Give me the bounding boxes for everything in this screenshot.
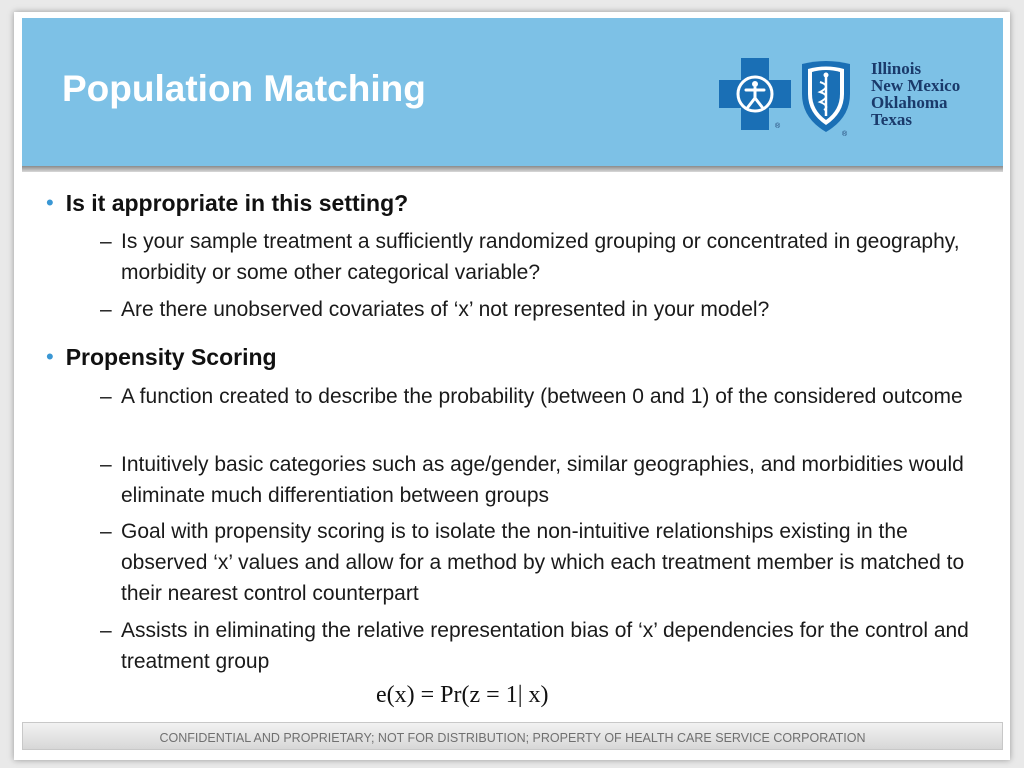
slide-title: Population Matching (62, 68, 426, 109)
blue-shield-logo-icon (798, 58, 854, 138)
bullet-text: Is your sample treatment a sufficiently randomized grouping or concentrated in geography, morbidity or some other categorical variable? (121, 230, 960, 284)
bullet-level2: – Assists in eliminating the relative representation bias of ‘x’ dependencies for the control and treatment group (100, 615, 990, 677)
bullet-text: Is it appropriate in this setting? (65, 190, 409, 216)
bullet-text: Intuitively basic categories such as age/gender, similar geographies, and morbidities would eliminate much differentiation between groups (121, 453, 964, 507)
bullet-text: Goal with propensity scoring is to isolate the non-intuitive relationships existing in the observed ‘x’ values and allow for a method by which each treatment member is matched to their nearest control counterpart (121, 520, 965, 605)
logo-states-text (871, 60, 960, 128)
logo-state: New Mexico (871, 76, 961, 95)
bullet-level2: – Are there unobserved covariates of ‘x’ not represented in your model? (100, 294, 990, 325)
bullet-level2: – Is your sample treatment a sufficiently randomized grouping or concentrated in geography, morbidity or some other categorical variable? (100, 226, 990, 288)
bullet-dot-icon: • (46, 190, 54, 215)
bullet-text: A function created to describe the probability (between 0 and 1) of the considered outcome (121, 385, 963, 408)
bullet-text: Assists in eliminating the relative representation bias of ‘x’ dependencies for the control and treatment group (121, 619, 969, 673)
bullet-level2: – Intuitively basic categories such as age/gender, similar geographies, and morbidities would eliminate much differentiation between groups (100, 449, 990, 511)
logo-state: Oklahoma (871, 93, 948, 112)
header-divider (22, 166, 1003, 172)
logo-state: Texas (871, 110, 912, 129)
footer-text: CONFIDENTIAL AND PROPRIETARY; NOT FOR DISTRIBUTION; PROPERTY OF HEALTH CARE SERVICE CORPORATION (159, 731, 866, 745)
blue-cross-logo-icon (719, 58, 791, 130)
bullet-text: Propensity Scoring (65, 344, 277, 370)
svg-text:®: ® (775, 123, 781, 130)
bullet-level2: – Goal with propensity scoring is to isolate the non-intuitive relationships existing in the observed ‘x’ values and allow for a method by which each treatment member is matched to their nearest control counterpart (100, 516, 990, 609)
logo-state: Illinois (871, 59, 922, 78)
bullet-text: Are there unobserved covariates of ‘x’ not represented in your model? (121, 298, 770, 321)
footer-bar (22, 722, 1003, 750)
bullet-level1 (46, 190, 408, 217)
bullet-dot-icon: • (46, 344, 54, 369)
bullet-level1 (46, 344, 277, 371)
header-banner (22, 18, 1003, 167)
svg-text:®: ® (842, 131, 848, 138)
bullet-level2: – A function created to describe the probability (between 0 and 1) of the considered outcome (100, 381, 990, 412)
propensity-formula: e(x) = Pr(z = 1| x) (376, 682, 549, 708)
slide (14, 12, 1010, 760)
